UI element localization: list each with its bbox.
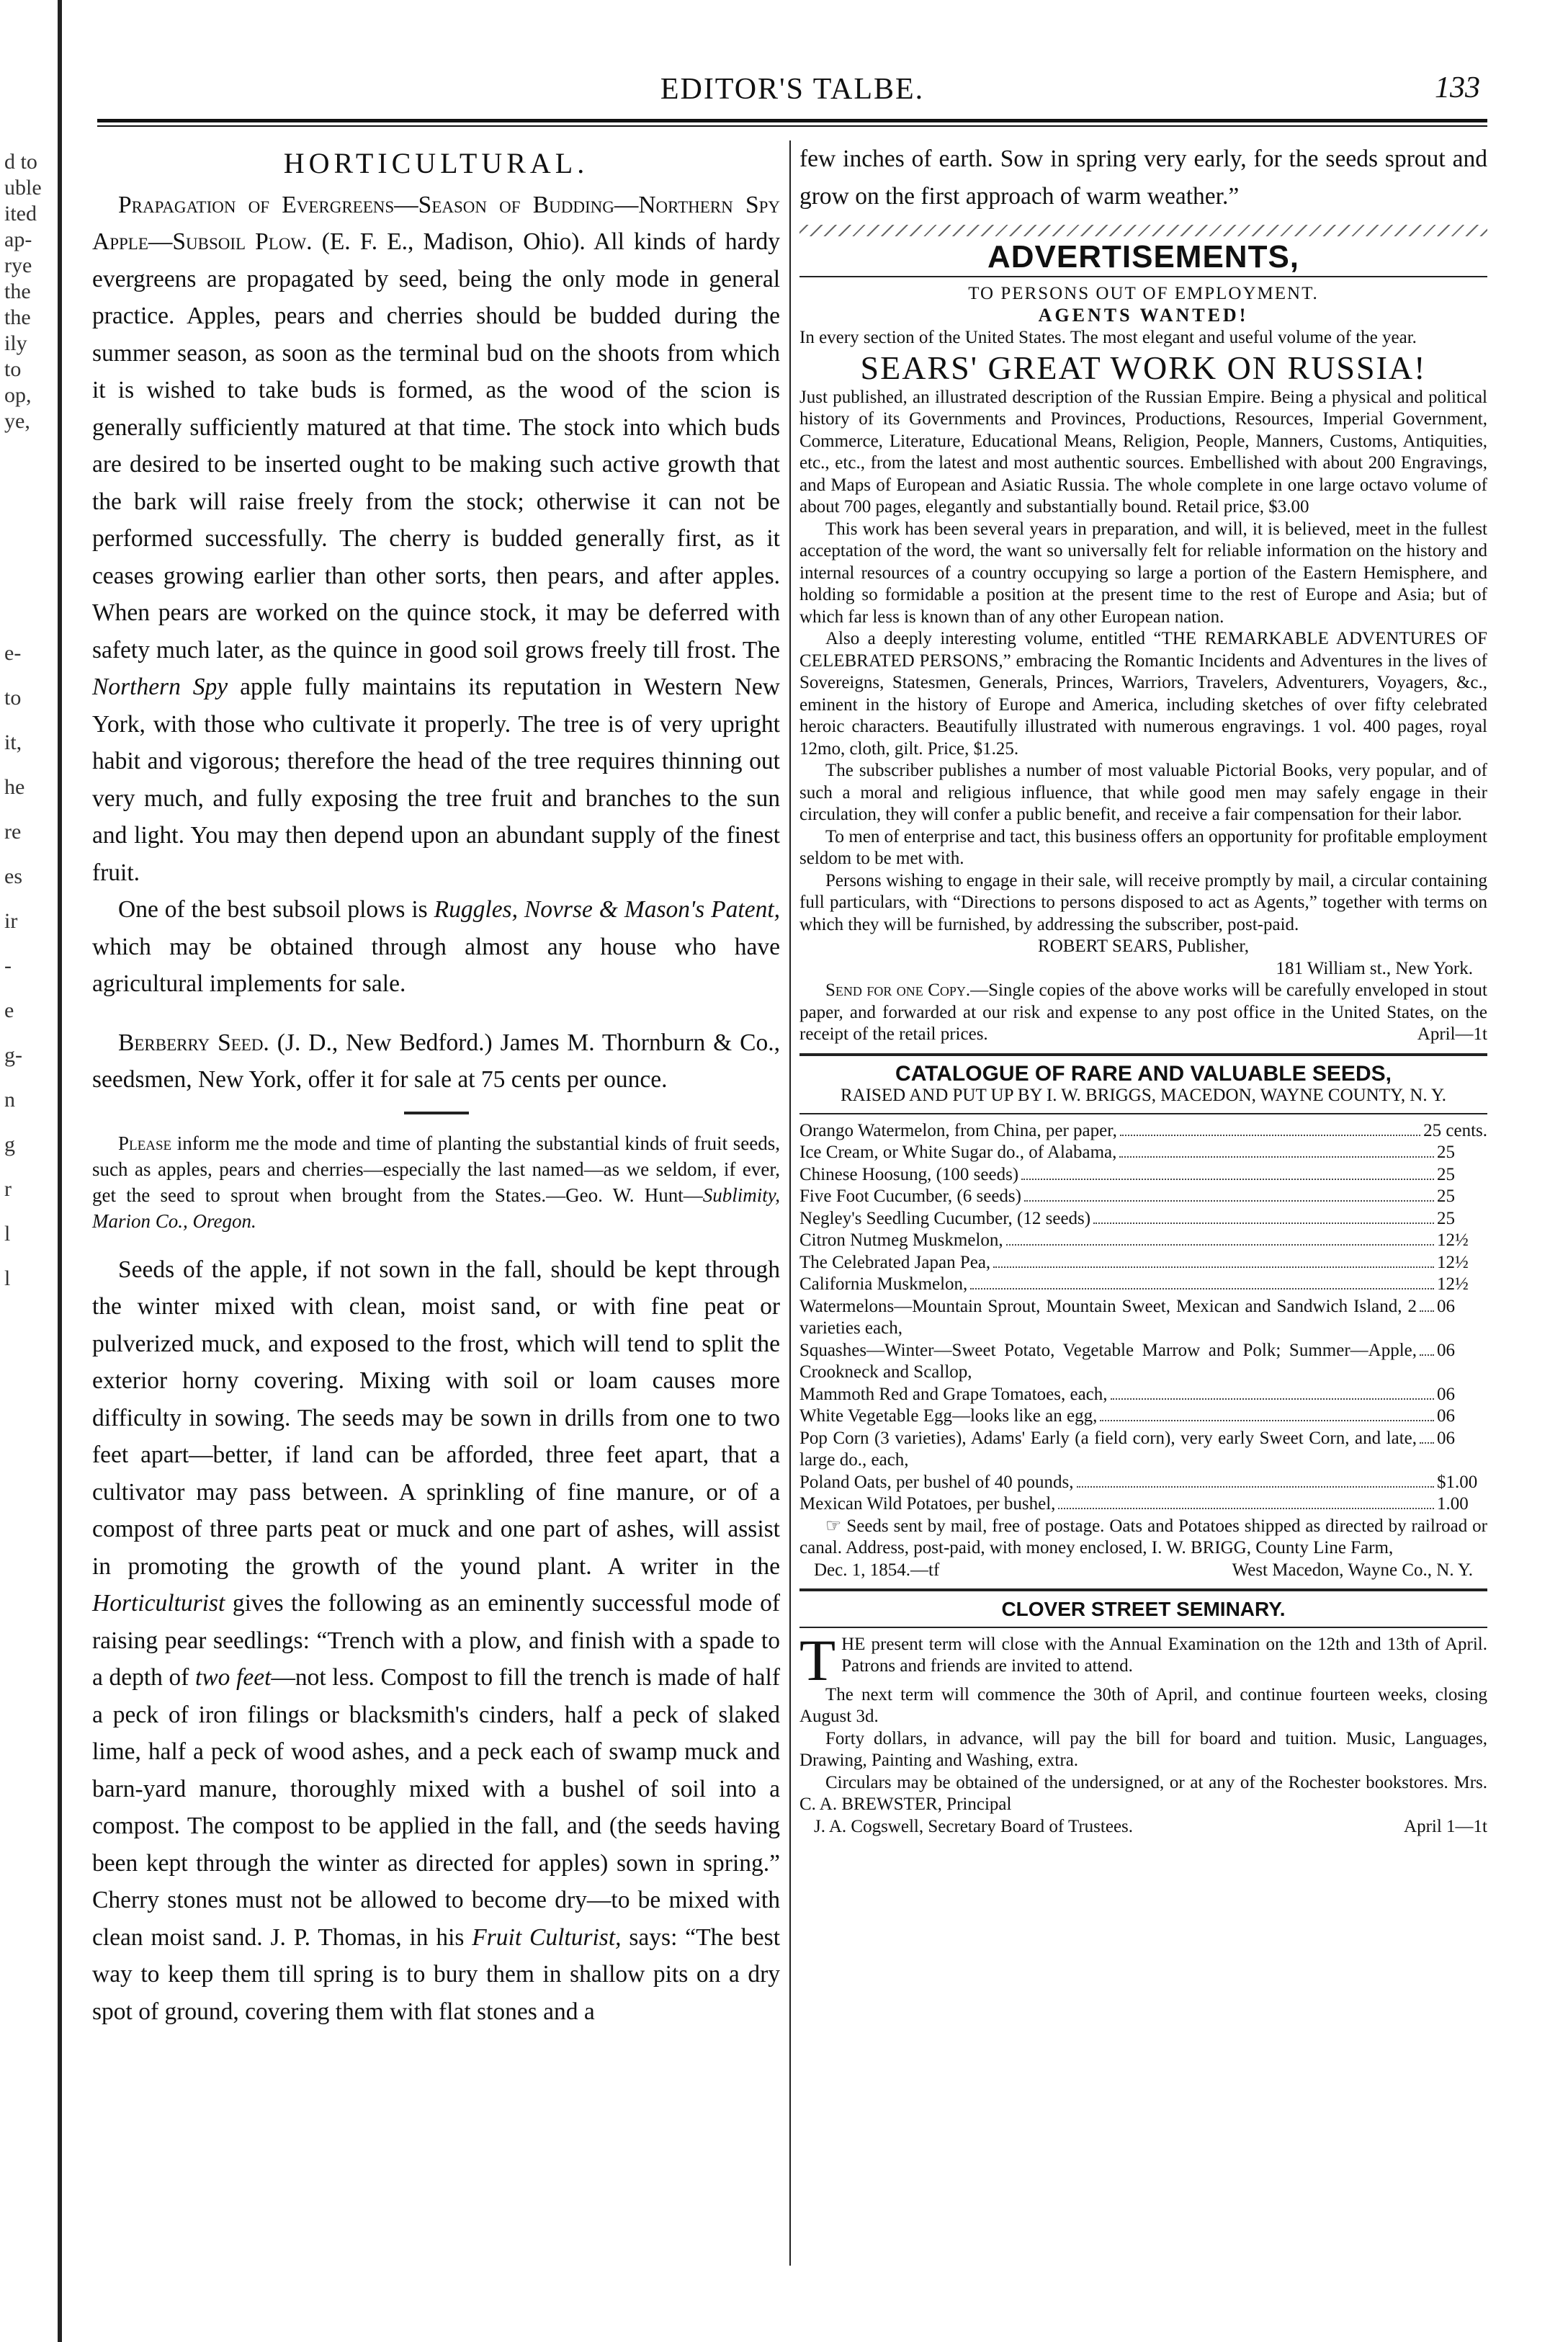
- seed-row: [799, 1472, 1487, 1494]
- ad-subheading: TO PERSONS OUT OF EMPLOYMENT.: [968, 283, 1319, 303]
- gutter-fragment: l: [4, 1222, 11, 1246]
- catalogue-address: West Macedon, Wayne Co., N. Y.: [1232, 1560, 1473, 1580]
- leader-dots: [970, 1288, 1434, 1290]
- seed-price: 25: [1437, 1164, 1455, 1184]
- leader-dots: [1111, 1398, 1434, 1400]
- rule: [799, 1627, 1487, 1628]
- clover-paragraph: [799, 1627, 1487, 1693]
- seed-name: Mexican Wild Potatoes, per bushel,: [799, 1494, 1056, 1514]
- seed-row: [799, 1252, 1487, 1274]
- leader-dots: [1058, 1508, 1434, 1509]
- paragraph-text: —not less. Compost to fill the trench is made of half a peck of iron filings or blacksmith's cinders, half a peck of slaked lime, half a peck of wood ashes, and a peck each of swamp muck and barn-yard manure, thoroughly mixed with a bushel of soil into a compost. The compost to be applied in the fall, and (the seeds having been kept through the winter as directed for apples) sown in spring.” Cherry stones must not be allowed to become dry—to be mixed with clean moist sand. J. P. Thomas, in his: [92, 1664, 780, 1951]
- seed-list: [799, 1472, 1487, 1516]
- seed-name: Citron Nutmeg Muskmelon,: [799, 1230, 1003, 1250]
- note-signature: Sublimity, Marion Co., Oregon.: [92, 1184, 780, 1232]
- gutter-fragment: r: [4, 1177, 12, 1201]
- paragraph-apple-seeds: [92, 1251, 780, 2031]
- seed-row: [799, 1230, 1487, 1252]
- leader-dots: [1420, 1310, 1434, 1312]
- query-attribution: (E. F. E., Madison, Ohio).: [312, 228, 586, 255]
- seed-row: [799, 1186, 1487, 1208]
- paragraph-text: which may be obtained through almost any house who have agricultural implements for sale.: [92, 933, 780, 997]
- clover-text: HE present term will close with the Annual Examination on the 12th and 13th of April. Patrons and friends are invited to attend.: [841, 1634, 1487, 1676]
- rule: [799, 1113, 1487, 1114]
- leader-dots: [1100, 1420, 1434, 1421]
- gutter-fragment: es: [4, 864, 22, 888]
- seed-name: Mammoth Red and Grape Tomatoes, each,: [799, 1384, 1108, 1404]
- italic-text: Ruggles, Novrse & Mason's Patent,: [434, 896, 780, 923]
- gutter-fragment: ited: [4, 202, 37, 225]
- column-divider: [789, 140, 791, 2266]
- seed-list: [799, 1120, 1487, 1296]
- catalogue-note: ☞ Seeds sent by mail, free of postage. Oats and Potatoes shipped as directed by railroad or canal. Address, post-paid, with money enclosed, I. W. BRIGG, County Line Farm,: [799, 1516, 1487, 1557]
- gutter-fragment: it,: [4, 730, 22, 754]
- clover-paragraph: The next term will commence the 30th of April, and continue fourteen weeks, closing August 3d.: [799, 1684, 1487, 1726]
- catalogue-date: Dec. 1, 1854.—tf: [814, 1560, 940, 1580]
- seed-row: [799, 1340, 1487, 1384]
- leader-dots: [1006, 1244, 1434, 1246]
- gutter-fragment: ir: [4, 909, 18, 933]
- seed-name: Poland Oats, per bushel of 40 pounds,: [799, 1472, 1074, 1492]
- drop-cap: T: [799, 1627, 836, 1693]
- sears-paragraph: To men of enterprise and tact, this business offers an opportunity for profitable employment seldom to be met with.: [799, 826, 1487, 868]
- gutter-fragment: the: [4, 305, 31, 329]
- left-column: [92, 140, 780, 2030]
- seed-name: California Muskmelon,: [799, 1274, 968, 1294]
- sears-paragraph: Persons wishing to engage in their sale, will receive promptly by mail, a circular containing full particulars, with “Directions to persons disposed to act as Agents,” together with terms on which they will be furnished, by addressing the subscriber, post-paid.: [799, 870, 1487, 934]
- gutter-fragment: ap-: [4, 228, 32, 251]
- seed-price: 1.00: [1437, 1494, 1469, 1514]
- facing-page-gutter: [0, 0, 62, 2342]
- clover-footer: [799, 1816, 1487, 1838]
- seed-price: 12½: [1437, 1252, 1469, 1272]
- rule: [799, 1588, 1487, 1591]
- seed-name: Chinese Hoosung, (100 seeds): [799, 1164, 1019, 1184]
- advertisements-heading: ADVERTISEMENTS,: [987, 239, 1300, 274]
- right-column: [799, 140, 1487, 1838]
- section-rule: [404, 1112, 469, 1114]
- query-heading: Prapagation of Evergreens—Season of Budding—Northern Spy Apple—Subsoil Plow.: [92, 191, 780, 255]
- running-header: [97, 65, 1487, 144]
- send-copy-text: —Single copies of the above works will be carefully enveloped in stout paper, and forwarded at our risk and expense to any post office in the United States, on the receipt of the retail prices.: [799, 980, 1488, 1044]
- note-text: inform me the mode and time of planting the substantial kinds of fruit seeds, such as apples, pears and cherries—especially the last named—as we seldom, if ever, get the seed to sprout when brought from the States.—Geo. W. Hunt—: [92, 1132, 780, 1206]
- seed-row: [799, 1405, 1487, 1428]
- clover-date: April 1—1t: [1404, 1816, 1487, 1836]
- leader-dots: [993, 1266, 1434, 1268]
- paragraph-text: All kinds of hardy evergreens are propagated by seed, being the only mode in general practice. Apples, pears and cherries should be budded during the summer season, as soon as the terminal bud on the shoots from which it is wished to take buds is formed, as the wood of the scion is generally sufficiently matured at that time. The stock into which buds are desired to be inserted ought to be making such active growth that the bark will raise freely from the stock; otherwise it can not be performed successfully. The cherry is budded generally first, as it ceases growing earlier than other sorts, then pears, and after apples. When pears are worked on the quince stock, it may be deferred with safety much later, as the quince in good soil grows freely till frost. The: [92, 228, 780, 663]
- note-fruit-seeds: [92, 1130, 780, 1234]
- clover-paragraph: Circulars may be obtained of the undersigned, or at any of the Rochester bookstores. Mrs. C. A. BREWSTER, Principal: [799, 1772, 1487, 1814]
- gutter-fragment: rye: [4, 254, 32, 277]
- gutter-fragment: g: [4, 1132, 15, 1156]
- running-title: EDITOR'S TALBE.: [660, 73, 925, 106]
- gutter-fragment: uble: [4, 176, 42, 200]
- agents-wanted: AGENTS WANTED!: [1038, 305, 1249, 326]
- paragraph-subsoil-plow: [92, 891, 780, 1003]
- paragraph-berberry-seed: [92, 1024, 780, 1099]
- gutter-fragment: to: [4, 686, 22, 710]
- sears-paragraph: The subscriber publishes a number of most valuable Pictorial Books, very popular, and of such a moral and religious influence, that while good men may safely engage in their circulation, they will confer a public benefit, and receive a fair compensation for their labor.: [799, 761, 1487, 824]
- leader-dots: [1420, 1354, 1434, 1356]
- gutter-fragment: ily: [4, 331, 27, 355]
- italic-text: Northern Spy: [92, 674, 228, 700]
- seed-price: 25: [1437, 1143, 1455, 1162]
- paragraph-text: says: “The best way to keep them till spring is to bury them in shallow pits on a dry spot of ground, covering them with flat stones and a: [92, 1923, 780, 2025]
- leader-dots: [1021, 1179, 1434, 1180]
- leader-dots: [1120, 1135, 1420, 1136]
- seed-name: Negley's Seedling Cucumber, (12 seeds): [799, 1208, 1091, 1228]
- catalogue-footer: [799, 1560, 1487, 1582]
- gutter-fragment: l: [4, 1266, 11, 1290]
- note-lead: Please: [118, 1132, 172, 1154]
- publisher-address: 181 William st., New York.: [1276, 958, 1473, 978]
- paragraph-text: gives the following as an eminently successful mode of raising pear seedlings: “Trench with a plow, and finish with a spade to a depth of: [92, 1590, 780, 1691]
- seed-row: [799, 1120, 1487, 1143]
- seed-row: [799, 1164, 1487, 1186]
- sears-description: Just published, an illustrated description of the Russian Empire. Being a physical and political history of its Governments and Provinces, Productions, Resources, Imperial Government, Commerce, Literature, Educational Means, Religion, People, Manners, Customs, Antiquities, etc., etc., from the latest and most authentic sources. Embellished with about 200 Engravings, and Maps of European and Asiatic Russia. The whole complete in one large octavo volume of about 700 pages, elegantly and substantially bound. Retail price, $3.00: [799, 387, 1487, 517]
- gutter-fragment: e: [4, 998, 14, 1022]
- seed-price: 25: [1437, 1186, 1455, 1206]
- seed-row: [799, 1384, 1487, 1406]
- gutter-fragment: re: [4, 820, 22, 844]
- sears-paragraph: Also a deeply interesting volume, entitled “THE REMARKABLE ADVENTURES OF CELEBRATED PERSONS,” embracing the Romantic Incidents and Adventures in the lives of Sovereigns, Statesmen, Generals, Princes, Warriors, Travelers, Adventurers, Voyagers, &c., eminent in the history of Europe and America, including sketches of over fifty celebrated heroic characters. Beautifully illustrated with numerous engravings. 1 vol. 400 pages, royal 12mo, cloth, gilt. Price, $1.25.: [799, 629, 1487, 759]
- seed-price: 06: [1437, 1384, 1455, 1404]
- ad-date: April—1t: [1417, 1024, 1487, 1044]
- publisher-signature: ROBERT SEARS, Publisher,: [1038, 937, 1249, 956]
- rule: [799, 276, 1487, 277]
- wavy-rule: [799, 225, 1487, 236]
- send-copy-lead: Send for one Copy.: [825, 980, 971, 1000]
- gutter-fragment: op,: [4, 383, 32, 407]
- ad-intro: In every section of the United States. The most elegant and useful volume of the year.: [799, 327, 1417, 347]
- seed-name: Watermelons—Mountain Sprout, Mountain Sweet, Mexican and Sandwich Island, 2 varieties each,: [799, 1296, 1417, 1338]
- query-heading: Berberry Seed.: [118, 1029, 269, 1056]
- seed-row: [799, 1274, 1487, 1296]
- seed-name: Five Foot Cucumber, (6 seeds): [799, 1186, 1021, 1206]
- gutter-fragment: to: [4, 357, 22, 381]
- seed-price: 06: [1437, 1340, 1455, 1360]
- seed-name: Pop Corn (3 varieties), Adams' Early (a field corn), very early Sweet Corn, and late, large do., each,: [799, 1428, 1417, 1470]
- seed-row: [799, 1208, 1487, 1230]
- seed-name: Ice Cream, or White Sugar do., of Alabama,: [799, 1143, 1117, 1162]
- page-number: 133: [1435, 71, 1480, 104]
- seed-price: 06: [1437, 1296, 1455, 1316]
- seed-name: The Celebrated Japan Pea,: [799, 1252, 991, 1272]
- gutter-fragment: d to: [4, 150, 37, 174]
- leader-dots: [1024, 1200, 1434, 1202]
- gutter-fragment: the: [4, 280, 31, 303]
- gutter-fragment: -: [4, 954, 12, 978]
- seed-price: 12½: [1437, 1274, 1469, 1294]
- seed-price: 25 cents.: [1423, 1120, 1487, 1140]
- leader-dots: [1420, 1442, 1434, 1444]
- gutter-fragment: n: [4, 1088, 15, 1112]
- gutter-fragment: he: [4, 775, 25, 799]
- seed-name: White Vegetable Egg—looks like an egg,: [799, 1406, 1098, 1426]
- paragraph-continued: few inches of earth. Sow in spring very early, for the seeds sprout and grow on the first approach of warm weather.”: [799, 146, 1487, 210]
- seed-name: Orango Watermelon, from China, per paper,: [799, 1120, 1117, 1140]
- header-rule: [97, 119, 1487, 127]
- paragraph-text: One of the best subsoil plows is: [118, 896, 434, 923]
- gutter-fragment: ye,: [4, 409, 30, 433]
- section-title-horticultural: HORTICULTURAL.: [283, 147, 589, 179]
- catalogue-subtitle: RAISED AND PUT UP BY I. W. BRIGGS, MACEDON, WAYNE COUNTY, N. Y.: [840, 1086, 1447, 1105]
- seed-price: 06: [1437, 1428, 1455, 1448]
- paragraph-text: (J. D., New Bedford.) James M. Thornburn & Co., seedsmen, New York, offer it for sale at 75 cents per ounce.: [92, 1029, 780, 1093]
- leader-dots: [1119, 1156, 1434, 1158]
- paragraph-text: Seeds of the apple, if not sown in the fall, should be kept through the winter mixed with clean, moist sand, or with fine peat or pulverized muck, and exposed to the frost, which will tend to split the exterior horny covering. Mixing with soil or loam causes more difficulty in sowing. The seeds may be sown in drills from one to two feet apart—better, if land can be afforded, three feet apart, that a cultivator may pass between. A sprinkling of fine manure, or of a compost of three parts peat or muck and one part of ashes, will assist in promoting the growth of the yound plant. A writer in the: [92, 1256, 780, 1580]
- paragraph-text: apple fully maintains its reputation in Western New York, with those who cultivate it properly. The tree is of very upright habit and vigorous; therefore the head of the tree requires thinning out very much, and fully exposing the tree fruit and branches to the sun and light. You may then depend upon an abundant supply of the finest fruit.: [92, 674, 780, 886]
- seed-price: 12½: [1437, 1230, 1469, 1250]
- seed-row: [799, 1142, 1487, 1164]
- clover-title: CLOVER STREET SEMINARY.: [1001, 1598, 1286, 1620]
- leader-dots: [1077, 1486, 1434, 1488]
- seed-row: [799, 1493, 1487, 1516]
- gutter-fragment: g-: [4, 1043, 22, 1067]
- paragraph-evergreens: [92, 187, 780, 892]
- sears-title: SEARS' GREAT WORK ON RUSSIA!: [860, 349, 1427, 386]
- catalogue-title: CATALOGUE OF RARE AND VALUABLE SEEDS,: [895, 1061, 1392, 1086]
- send-copy-paragraph: [799, 980, 1487, 1046]
- seed-price: 06: [1437, 1406, 1455, 1426]
- gutter-fragment: e-: [4, 641, 22, 665]
- italic-text: Fruit Culturist,: [472, 1923, 622, 1951]
- rule: [799, 1053, 1487, 1056]
- clover-signature: J. A. Cogswell, Secretary Board of Trustees.: [814, 1816, 1134, 1836]
- seed-row: [799, 1296, 1487, 1340]
- italic-text: two feet: [195, 1664, 272, 1691]
- italic-text: Horticulturist: [92, 1590, 225, 1617]
- seed-row: [799, 1428, 1487, 1472]
- seed-list: [799, 1384, 1487, 1428]
- seed-price: $1.00: [1437, 1472, 1478, 1492]
- seed-price: 25: [1437, 1208, 1455, 1228]
- seed-name: Squashes—Winter—Sweet Potato, Vegetable Marrow and Polk; Summer—Apple, Crookneck and Scallop,: [799, 1340, 1417, 1382]
- clover-paragraph: Forty dollars, in advance, will pay the bill for board and tuition. Music, Languages, Drawing, Painting and Washing, extra.: [799, 1728, 1487, 1770]
- leader-dots: [1093, 1223, 1434, 1224]
- sears-paragraph: This work has been several years in preparation, and will, it is believed, meet in the fullest acceptation of the word, the want so universally felt for reliable information on the history and internal resources of a country occupying so large a portion of the Eastern Hemisphere, and holding so formidable a position at the present time to the rest of Europe and Asia; but of which far less is known than of any other European nation.: [799, 519, 1487, 627]
